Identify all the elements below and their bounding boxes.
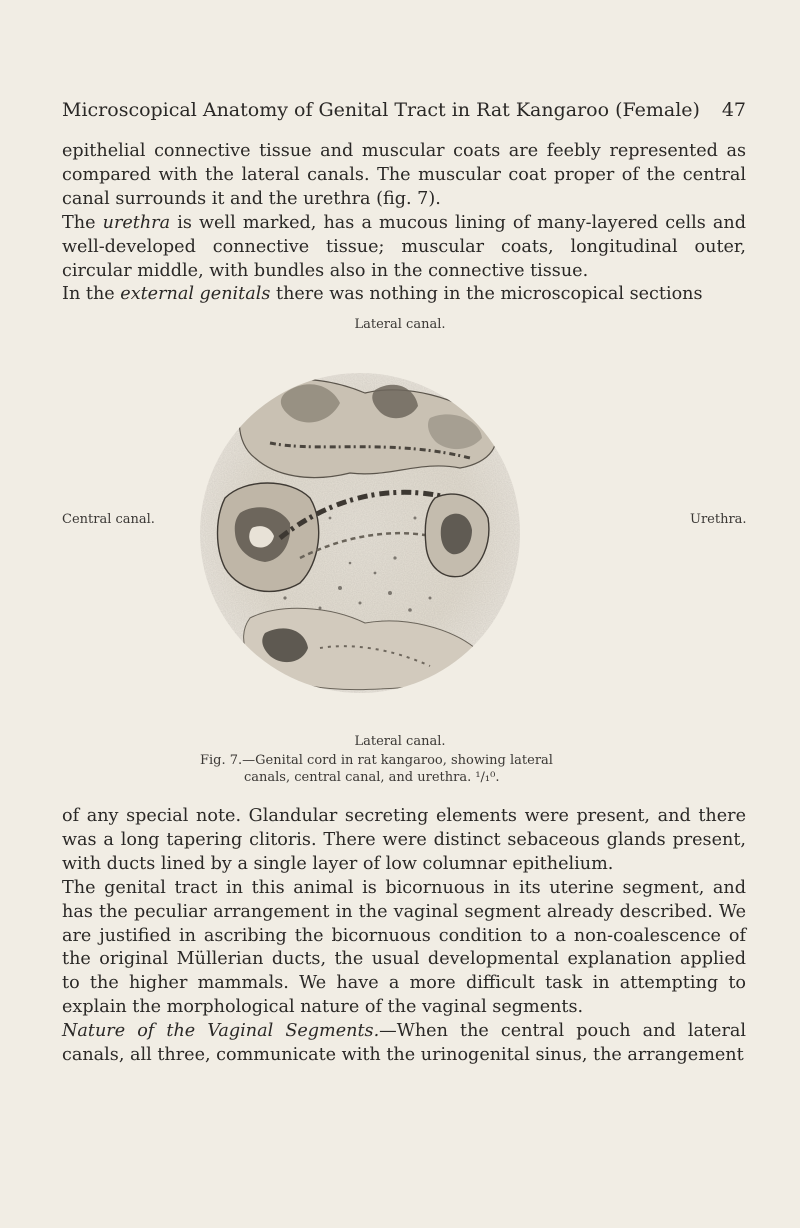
paragraph-nature-of-segments: Nature of the Vaginal Segments.—When the central pouch and lateral canals, all three, communicate with the urinogenital sinus, the arrangement: [62, 1021, 746, 1066]
paragraph-urethra: The urethra is well marked, has a mucous lining of many-layered cells and well-developed connective tissue; muscular coats, longitudinal outer, circular middle, with bundles also in the connective tissue.: [62, 212, 746, 281]
micrograph-figure: [190, 348, 530, 718]
paragraph-external-genitals: In the external genitals there was nothing in the microscopical sections: [62, 284, 703, 305]
emphasis-urethra: urethra: [102, 212, 171, 233]
section-heading-nature: Nature of the Vaginal Segments.: [62, 1021, 380, 1042]
micrograph-illustration: [190, 348, 530, 718]
figure-caption: [200, 752, 680, 786]
page-number: 47: [721, 99, 746, 121]
bottom-text-block: [62, 805, 746, 1068]
running-head-title: Microscopical Anatomy of Genital Tract in Rat Kangaroo (Female): [62, 99, 700, 121]
paragraph-special-note: of any special note. Glandular secreting elements were present, and there was a long tapering clitoris. There were distinct sebaceous glands present, with ducts lined by a single layer of low columnar epithelium.: [62, 806, 746, 874]
figure-label-central-canal: Central canal.: [62, 512, 155, 527]
caption-line-2: canals, central canal, and urethra. ¹/₁⁰.: [244, 770, 500, 785]
figure-label-urethra: Urethra.: [690, 512, 747, 527]
caption-line-1: Fig. 7.—Genital cord in rat kangaroo, showing lateral: [200, 753, 553, 768]
paragraph-continued: epithelial connective tissue and muscular coats are feebly represented as compared with the lateral canals. The muscular coat proper of the central canal surrounds it and the urethra (fig. 7).: [62, 141, 746, 209]
emphasis-external-genitals: external genitals: [120, 284, 271, 305]
top-text-block: [62, 140, 746, 307]
figure-label-lateral-canal-bottom: Lateral canal.: [354, 734, 446, 749]
figure-label-lateral-canal-top: Lateral canal.: [354, 317, 446, 332]
paragraph-bicornuous: The genital tract in this animal is bicornuous in its uterine segment, and has the peculiar arrangement in the vaginal segment already described. We are justified in ascribing the bicornuous condition to a non-coalescence of the original Müllerian ducts, the usual developmental explanation applied to the higher mammals. We have a more difficult task in attempting to explain the morphological nature of the vaginal segments.: [62, 877, 746, 1018]
